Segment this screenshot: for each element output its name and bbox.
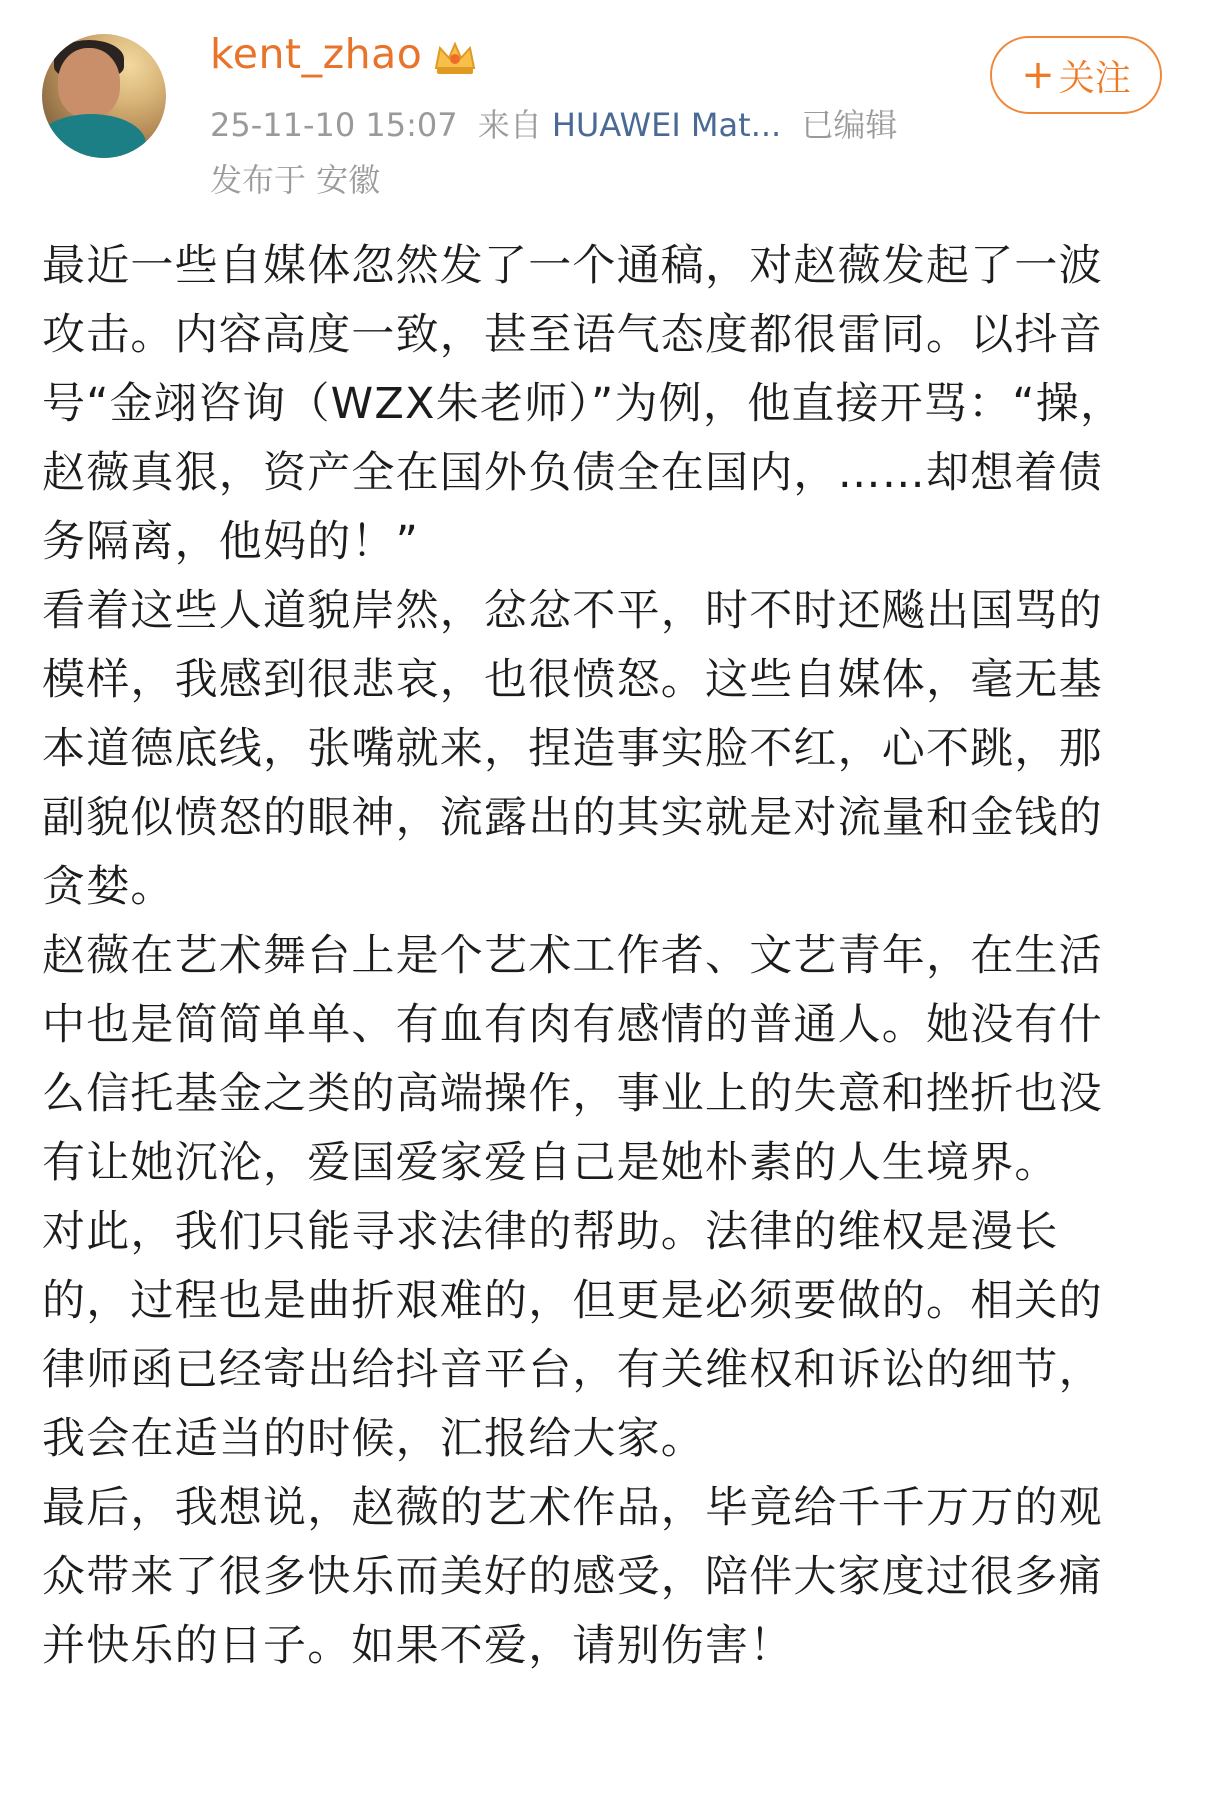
post-body xyxy=(42,232,1142,1681)
follow-button[interactable] xyxy=(990,36,1162,114)
source-label: 来自 xyxy=(477,106,542,144)
post-paragraph: 赵薇在艺术舞台上是个艺术工作者、文艺青年，在生活中也是简简单单、有血有肉有感情的普通人。她没有什么信托基金之类的高端操作，事业上的失意和挫折也没有让她沉沦，爱国爱家爱自己是她朴素的人生境界。 xyxy=(42,931,1103,1188)
avatar-shirt xyxy=(42,114,146,158)
avatar-face xyxy=(58,48,120,118)
post-location: 发布于 安徽 xyxy=(210,161,381,199)
avatar[interactable] xyxy=(42,34,166,158)
post-paragraph: 看着这些人道貌岸然，忿忿不平，时不时还飚出国骂的模样，我感到很悲哀，也很愤怒。这些自媒体，毫无基本道德底线，张嘴就来，捏造事实脸不红，心不跳，那副貌似愤怒的眼神，流露出的其实就是对流量和金钱的贪婪。 xyxy=(42,586,1103,912)
post-header xyxy=(0,0,1206,210)
post-paragraph: 对此，我们只能寻求法律的帮助。法律的维权是漫长的，过程也是曲折艰难的，但更是必须要做的。相关的律师函已经寄出给抖音平台，有关维权和诉讼的细节，我会在适当的时候，汇报给大家。 xyxy=(42,1207,1103,1464)
plus-icon: + xyxy=(1021,52,1055,98)
crown-icon xyxy=(432,38,478,78)
post-paragraph: 最近一些自媒体忽然发了一个通稿，对赵薇发起了一波攻击。内容高度一致，甚至语气态度都很雷同。以抖音号“金翊咨询（WZX朱老师）”为例，他直接开骂：“操，赵薇真狠，资产全在国外负债全在国内，……却想着债务隔离，他妈的！” xyxy=(42,241,1125,567)
post-datetime: 25-11-10 15:07 xyxy=(210,106,458,144)
edited-label: 已编辑 xyxy=(801,106,898,144)
post-meta xyxy=(210,100,907,146)
user-name[interactable]: kent_zhao xyxy=(210,30,423,78)
post-paragraph: 最后，我想说，赵薇的艺术作品，毕竟给千千万万的观众带来了很多快乐而美好的感受，陪伴大家度过很多痛并快乐的日子。如果不爱，请别伤害！ xyxy=(42,1483,1103,1671)
follow-label: 关注 xyxy=(1058,57,1131,99)
device-link[interactable]: HUAWEI Mat... xyxy=(551,106,782,144)
